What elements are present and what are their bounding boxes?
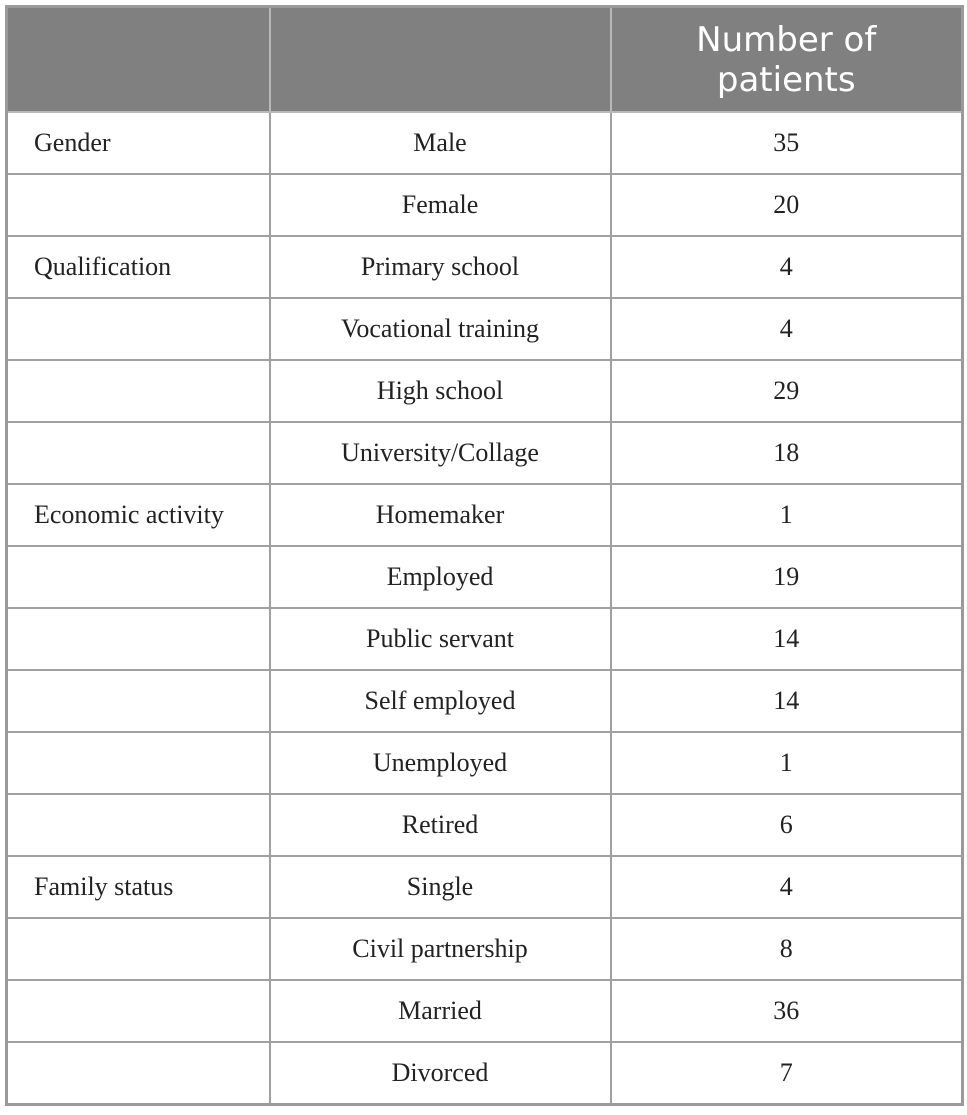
subcategory-cell: Public servant [270, 608, 611, 670]
header-row [7, 7, 963, 113]
category-cell [7, 670, 270, 732]
count-cell: 1 [611, 732, 963, 794]
count-cell: 7 [779, 1058, 793, 1087]
table-row [7, 360, 963, 422]
category-cell [7, 546, 270, 608]
subcategory-cell: Divorced [270, 1042, 611, 1105]
count-cell: 4 [611, 856, 963, 918]
category-cell: Gender [7, 112, 270, 174]
table-row [7, 298, 963, 360]
table-row [7, 980, 963, 1042]
count-cell: 29 [611, 360, 963, 422]
table-row [7, 918, 963, 980]
table-row [7, 484, 963, 546]
table-row [7, 732, 963, 794]
subcategory-cell: Self employed [270, 670, 611, 732]
count-cell: 36 [611, 980, 963, 1042]
table-row [7, 422, 963, 484]
subcategory-cell: Civil partnership [270, 918, 611, 980]
category-cell [7, 174, 270, 236]
table-row [7, 608, 963, 670]
table-row [7, 546, 963, 608]
subcategory-cell: Employed [270, 546, 611, 608]
category-cell [7, 360, 270, 422]
subcategory-cell: Unemployed [270, 732, 611, 794]
subcategory-cell: Vocational training [270, 298, 611, 360]
count-cell: 20 [611, 174, 963, 236]
patient-demographics-table [5, 5, 964, 1106]
table-row [7, 794, 963, 856]
count-cell: 4 [611, 298, 963, 360]
header-number-of-patients-label: Number of patients [696, 19, 877, 100]
category-cell [7, 298, 270, 360]
subcategory-cell: High school [270, 360, 611, 422]
table-row [7, 670, 963, 732]
subcategory-cell: Female [270, 174, 611, 236]
subcategory-cell: Retired [270, 794, 611, 856]
subcategory-cell: Single [270, 856, 611, 918]
table-header [7, 7, 963, 113]
subcategory-cell: Primary school [270, 236, 611, 298]
count-cell: 19 [611, 546, 963, 608]
category-cell [7, 422, 270, 484]
subcategory-cell: Married [270, 980, 611, 1042]
count-cell: 1 [611, 484, 963, 546]
category-cell [7, 980, 270, 1042]
count-cell: 4 [611, 236, 963, 298]
category-cell [7, 1042, 270, 1105]
table-row [7, 112, 963, 174]
count-cell: 8 [611, 918, 963, 980]
header-number-of-patients [611, 7, 963, 113]
table-row [7, 174, 963, 236]
category-cell: Economic activity [7, 484, 270, 546]
table-row [7, 236, 963, 298]
count-cell: 14 [611, 608, 963, 670]
subcategory-cell: Homemaker [270, 484, 611, 546]
table-body [7, 112, 963, 1105]
category-cell [7, 732, 270, 794]
category-cell [7, 794, 270, 856]
count-cell: 35 [611, 112, 963, 174]
subcategory-cell: Male [270, 112, 611, 174]
count-cell: 14 [611, 670, 963, 732]
category-cell: Family status [7, 856, 270, 918]
table-row [7, 1042, 963, 1105]
category-cell: Qualification [7, 236, 270, 298]
header-category [7, 7, 270, 113]
count-cell: 6 [611, 794, 963, 856]
category-cell [7, 918, 270, 980]
table-row [7, 856, 963, 918]
count-cell: 18 [611, 422, 963, 484]
category-cell [7, 608, 270, 670]
header-subcategory [270, 7, 611, 113]
subcategory-cell: University/Collage [270, 422, 611, 484]
